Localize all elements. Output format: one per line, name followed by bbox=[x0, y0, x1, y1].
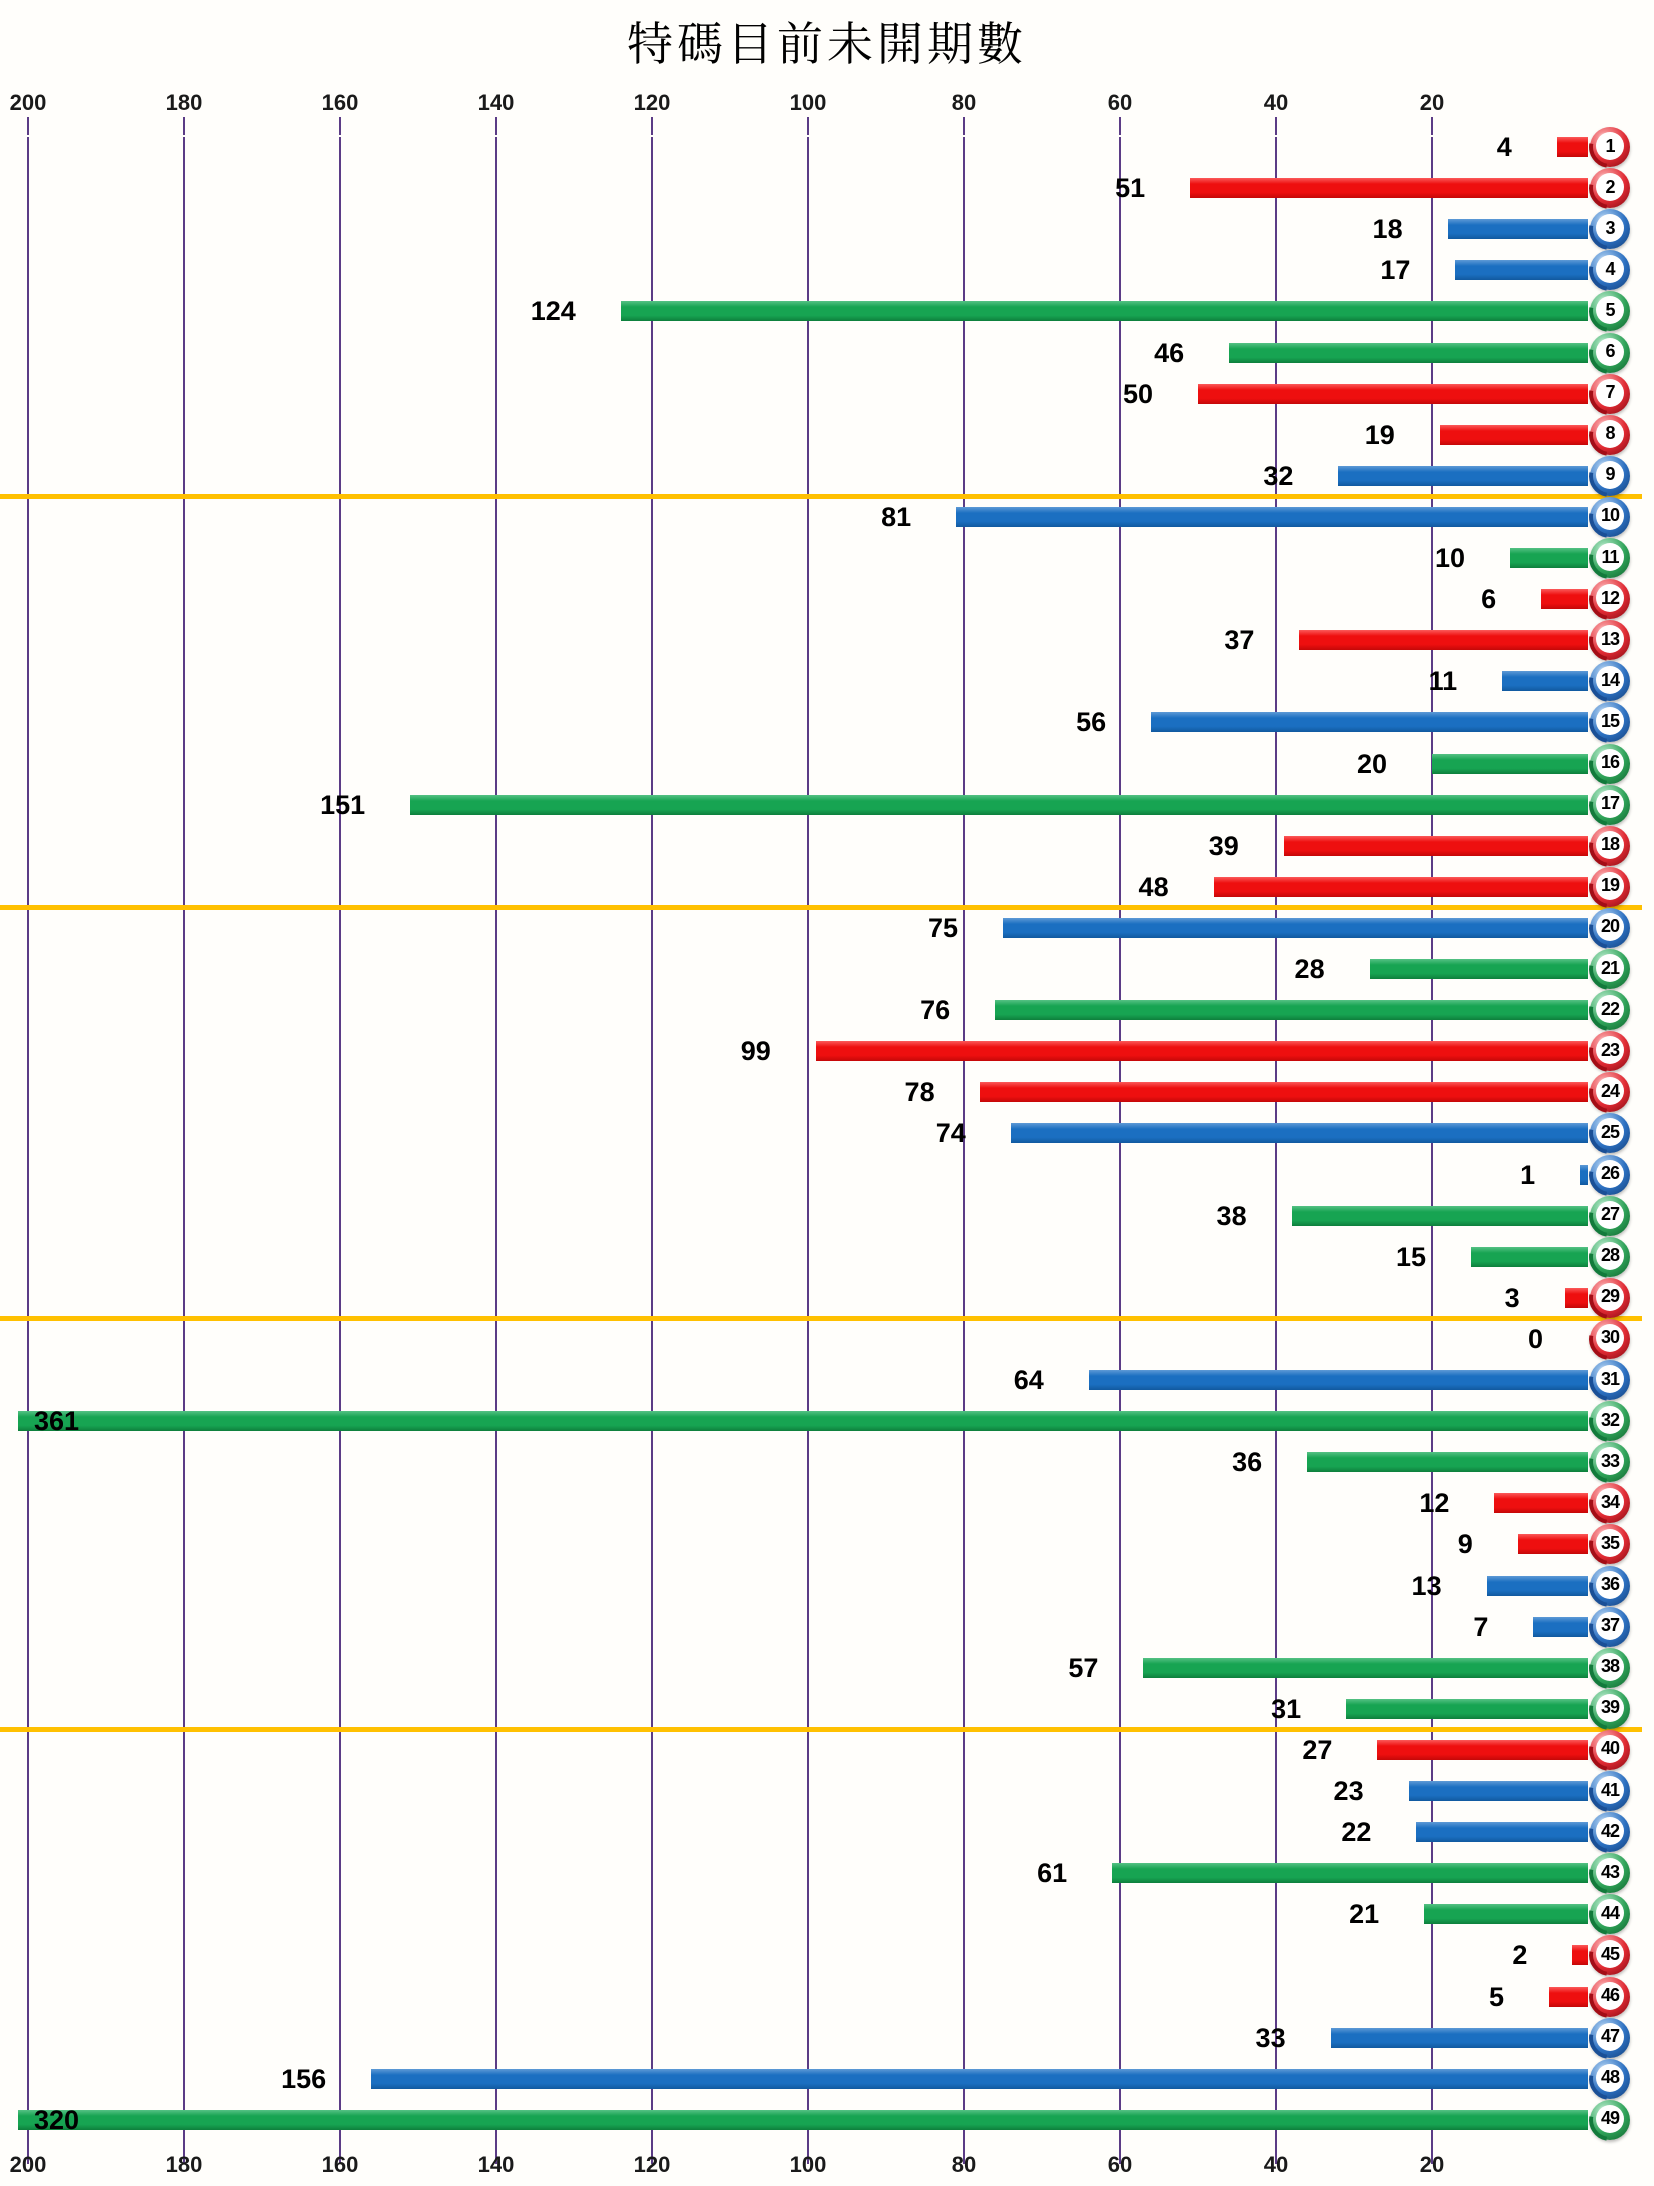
ball-number-7: 7 bbox=[1596, 379, 1624, 407]
tick-label-top-140: 140 bbox=[477, 90, 515, 115]
ball-48 bbox=[1590, 2059, 1630, 2099]
bar-value-16: 20 bbox=[1356, 748, 1387, 779]
bar-value-49: 320 bbox=[34, 2104, 80, 2135]
bar-2 bbox=[1190, 178, 1588, 198]
ball-14 bbox=[1590, 661, 1630, 701]
bar-value-1: 4 bbox=[1496, 132, 1512, 162]
tick-top-200 bbox=[27, 117, 29, 135]
bar-31 bbox=[1089, 1370, 1588, 1390]
ball-number-44: 44 bbox=[1596, 1899, 1624, 1927]
ball-2 bbox=[1590, 168, 1630, 208]
ball-number-20: 20 bbox=[1596, 913, 1624, 941]
tick-label-bottom-20: 20 bbox=[1419, 2152, 1445, 2177]
ball-number-14: 14 bbox=[1596, 666, 1624, 694]
bar-value-30: 0 bbox=[1527, 1323, 1543, 1354]
bar-45 bbox=[1572, 1945, 1588, 1965]
bar-value-27: 38 bbox=[1216, 1200, 1247, 1231]
bar-value-25: 74 bbox=[935, 1118, 966, 1149]
bar-value-43: 61 bbox=[1037, 1858, 1068, 1889]
bar-28 bbox=[1471, 1247, 1588, 1267]
bar-11 bbox=[1510, 548, 1588, 568]
bar-24 bbox=[980, 1082, 1588, 1102]
bar-value-10: 81 bbox=[881, 501, 912, 532]
ball-15 bbox=[1590, 702, 1630, 742]
ball-25 bbox=[1590, 1113, 1630, 1153]
bar-value-36: 13 bbox=[1411, 1570, 1442, 1601]
bar-value-32: 361 bbox=[34, 1406, 80, 1437]
bar-23 bbox=[816, 1041, 1588, 1061]
ball-46 bbox=[1590, 1977, 1630, 2017]
ball-30 bbox=[1590, 1319, 1630, 1359]
ball-number-39: 39 bbox=[1596, 1694, 1624, 1722]
ball-3 bbox=[1590, 209, 1630, 249]
bar-14 bbox=[1502, 671, 1588, 691]
ball-28 bbox=[1590, 1237, 1630, 1277]
bar-value-20: 75 bbox=[927, 912, 958, 943]
ball-number-43: 43 bbox=[1596, 1858, 1624, 1886]
ball-40 bbox=[1590, 1730, 1630, 1770]
ball-number-29: 29 bbox=[1596, 1283, 1624, 1311]
ball-19 bbox=[1590, 867, 1630, 907]
tick-label-bottom-100: 100 bbox=[789, 2152, 827, 2177]
bar-value-48: 156 bbox=[281, 2063, 327, 2094]
ball-number-3: 3 bbox=[1596, 214, 1624, 242]
bar-value-26: 1 bbox=[1520, 1159, 1536, 1190]
ball-number-23: 23 bbox=[1596, 1036, 1624, 1064]
bar-49 bbox=[18, 2110, 1588, 2130]
ball-number-16: 16 bbox=[1596, 749, 1624, 777]
bar-value-31: 64 bbox=[1013, 1365, 1044, 1395]
bar-44 bbox=[1424, 1904, 1588, 1924]
bar-value-4: 17 bbox=[1380, 255, 1411, 286]
tick-top-180 bbox=[183, 117, 185, 135]
tick-top-140 bbox=[495, 117, 497, 135]
ball-number-25: 25 bbox=[1596, 1118, 1624, 1146]
bar-8 bbox=[1440, 425, 1588, 445]
ball-number-5: 5 bbox=[1596, 296, 1624, 324]
ball-number-22: 22 bbox=[1596, 995, 1624, 1023]
bar-value-28: 15 bbox=[1395, 1241, 1426, 1272]
bar-6 bbox=[1229, 343, 1588, 363]
bar-46 bbox=[1549, 1987, 1588, 2007]
ball-number-21: 21 bbox=[1596, 954, 1624, 982]
ball-number-9: 9 bbox=[1596, 461, 1624, 489]
gridline-140 bbox=[495, 137, 497, 2146]
bar-27 bbox=[1292, 1206, 1588, 1226]
ball-23 bbox=[1590, 1031, 1630, 1071]
ball-number-17: 17 bbox=[1596, 790, 1624, 818]
bar-5 bbox=[621, 301, 1588, 321]
tick-label-top-200: 200 bbox=[9, 90, 47, 115]
gridline-120 bbox=[651, 137, 653, 2146]
tick-label-top-180: 180 bbox=[165, 90, 203, 115]
ball-37 bbox=[1590, 1607, 1630, 1647]
bar-value-37: 7 bbox=[1473, 1611, 1489, 1642]
ball-44 bbox=[1590, 1894, 1630, 1934]
tick-top-160 bbox=[339, 117, 341, 135]
ball-33 bbox=[1590, 1442, 1630, 1482]
ball-number-32: 32 bbox=[1596, 1406, 1624, 1434]
bar-32 bbox=[18, 1411, 1588, 1431]
bar-17 bbox=[410, 795, 1588, 815]
ball-38 bbox=[1590, 1648, 1630, 1688]
tick-label-bottom-140: 140 bbox=[477, 2152, 515, 2177]
ball-13 bbox=[1590, 620, 1630, 660]
tick-top-60 bbox=[1119, 117, 1121, 135]
ball-number-10: 10 bbox=[1596, 502, 1624, 530]
bar-value-47: 33 bbox=[1255, 2022, 1286, 2053]
ball-20 bbox=[1590, 908, 1630, 948]
ball-number-46: 46 bbox=[1596, 1982, 1624, 2010]
bar-21 bbox=[1370, 959, 1588, 979]
bar-13 bbox=[1299, 630, 1588, 650]
bar-7 bbox=[1198, 384, 1588, 404]
ball-number-35: 35 bbox=[1596, 1529, 1624, 1557]
ball-number-37: 37 bbox=[1596, 1612, 1624, 1640]
bar-value-38: 57 bbox=[1068, 1652, 1099, 1683]
bar-4 bbox=[1455, 260, 1588, 280]
bar-value-15: 56 bbox=[1076, 707, 1107, 738]
ball-number-27: 27 bbox=[1596, 1201, 1624, 1229]
ball-29 bbox=[1590, 1278, 1630, 1318]
ball-number-33: 33 bbox=[1596, 1447, 1624, 1475]
bar-48 bbox=[371, 2069, 1588, 2089]
bar-40 bbox=[1377, 1740, 1588, 1760]
ball-number-8: 8 bbox=[1596, 420, 1624, 448]
bar-43 bbox=[1112, 1863, 1588, 1883]
ball-6 bbox=[1590, 333, 1630, 373]
bar-39 bbox=[1346, 1699, 1588, 1719]
bar-25 bbox=[1011, 1123, 1588, 1143]
ball-27 bbox=[1590, 1196, 1630, 1236]
tick-label-bottom-80: 80 bbox=[951, 2152, 977, 2177]
ball-number-19: 19 bbox=[1596, 872, 1624, 900]
gridline-160 bbox=[339, 137, 341, 2146]
ball-number-18: 18 bbox=[1596, 831, 1624, 859]
tick-label-bottom-40: 40 bbox=[1263, 2152, 1289, 2177]
tick-label-top-120: 120 bbox=[633, 90, 671, 115]
ball-5 bbox=[1590, 291, 1630, 331]
ball-number-47: 47 bbox=[1596, 2023, 1624, 2051]
tick-label-bottom-180: 180 bbox=[165, 2152, 203, 2177]
bar-value-14: 11 bbox=[1428, 666, 1458, 697]
bar-36 bbox=[1487, 1576, 1588, 1596]
bar-20 bbox=[1003, 918, 1588, 938]
tick-label-bottom-120: 120 bbox=[633, 2152, 671, 2177]
ball-9 bbox=[1590, 456, 1630, 496]
bar-value-5: 124 bbox=[530, 296, 576, 327]
group-separator-after-39 bbox=[0, 1727, 1642, 1732]
bar-value-46: 5 bbox=[1488, 1981, 1504, 2012]
ball-number-42: 42 bbox=[1596, 1817, 1624, 1845]
bar-18 bbox=[1284, 836, 1588, 856]
ball-18 bbox=[1590, 826, 1630, 866]
bar-42 bbox=[1416, 1822, 1588, 1842]
ball-number-2: 2 bbox=[1596, 173, 1624, 201]
ball-31 bbox=[1590, 1360, 1630, 1400]
ball-26 bbox=[1590, 1155, 1630, 1195]
ball-32 bbox=[1590, 1401, 1630, 1441]
bar-15 bbox=[1151, 712, 1588, 732]
bar-value-34: 12 bbox=[1419, 1488, 1450, 1519]
bar-value-17: 151 bbox=[320, 789, 366, 820]
ball-21 bbox=[1590, 949, 1630, 989]
ball-45 bbox=[1590, 1935, 1630, 1975]
ball-39 bbox=[1590, 1689, 1630, 1729]
tick-top-40 bbox=[1275, 117, 1277, 135]
ball-43 bbox=[1590, 1853, 1630, 1893]
group-separator-after-9 bbox=[0, 494, 1642, 499]
ball-22 bbox=[1590, 990, 1630, 1030]
ball-number-13: 13 bbox=[1596, 625, 1624, 653]
tick-label-top-100: 100 bbox=[789, 90, 827, 115]
ball-number-48: 48 bbox=[1596, 2064, 1624, 2092]
bar-value-24: 78 bbox=[904, 1077, 935, 1108]
group-separator-after-29 bbox=[0, 1316, 1642, 1321]
bar-1 bbox=[1557, 137, 1588, 157]
ball-34 bbox=[1590, 1483, 1630, 1523]
tick-label-top-60: 60 bbox=[1107, 90, 1133, 115]
bar-value-21: 28 bbox=[1294, 954, 1325, 984]
ball-47 bbox=[1590, 2018, 1630, 2058]
bar-29 bbox=[1565, 1288, 1588, 1308]
tick-label-bottom-60: 60 bbox=[1107, 2152, 1133, 2177]
ball-number-15: 15 bbox=[1596, 707, 1624, 735]
ball-number-26: 26 bbox=[1596, 1160, 1624, 1188]
tick-label-top-160: 160 bbox=[321, 90, 359, 115]
bar-10 bbox=[956, 507, 1588, 527]
ball-42 bbox=[1590, 1812, 1630, 1852]
ball-number-4: 4 bbox=[1596, 255, 1624, 283]
tick-label-top-80: 80 bbox=[951, 90, 977, 115]
ball-number-40: 40 bbox=[1596, 1735, 1624, 1763]
ball-number-6: 6 bbox=[1596, 338, 1624, 366]
bar-value-35: 9 bbox=[1457, 1529, 1473, 1560]
bar-38 bbox=[1143, 1658, 1588, 1678]
ball-number-49: 49 bbox=[1596, 2105, 1624, 2133]
bar-value-41: 23 bbox=[1333, 1776, 1364, 1806]
bar-value-42: 22 bbox=[1341, 1817, 1372, 1848]
bar-33 bbox=[1307, 1452, 1588, 1472]
ball-10 bbox=[1590, 497, 1630, 537]
ball-number-34: 34 bbox=[1596, 1488, 1624, 1516]
bar-value-39: 31 bbox=[1271, 1693, 1302, 1724]
bar-value-44: 21 bbox=[1349, 1899, 1380, 1930]
bar-value-2: 51 bbox=[1115, 173, 1146, 204]
tick-top-80 bbox=[963, 117, 965, 135]
bar-value-22: 76 bbox=[920, 995, 951, 1026]
bar-47 bbox=[1331, 2028, 1588, 2048]
bar-value-12: 6 bbox=[1481, 584, 1497, 615]
tick-top-120 bbox=[651, 117, 653, 135]
bar-value-6: 46 bbox=[1154, 337, 1185, 368]
ball-8 bbox=[1590, 415, 1630, 455]
bar-12 bbox=[1541, 589, 1588, 609]
gridline-180 bbox=[183, 137, 185, 2146]
bar-value-13: 37 bbox=[1224, 625, 1255, 656]
ball-number-38: 38 bbox=[1596, 1653, 1624, 1681]
bar-26 bbox=[1580, 1165, 1588, 1185]
ball-36 bbox=[1590, 1566, 1630, 1606]
bar-9 bbox=[1338, 466, 1588, 486]
ball-number-12: 12 bbox=[1596, 584, 1624, 612]
bar-value-33: 36 bbox=[1232, 1447, 1263, 1478]
ball-number-41: 41 bbox=[1596, 1776, 1624, 1804]
group-separator-after-19 bbox=[0, 905, 1642, 910]
bar-16 bbox=[1432, 754, 1588, 774]
ball-41 bbox=[1590, 1771, 1630, 1811]
ball-number-1: 1 bbox=[1596, 132, 1624, 160]
ball-number-11: 11 bbox=[1596, 543, 1624, 571]
bar-value-29: 3 bbox=[1504, 1282, 1520, 1313]
gridline-200 bbox=[27, 137, 29, 2146]
bar-value-8: 19 bbox=[1364, 419, 1395, 450]
bar-3 bbox=[1448, 219, 1588, 239]
ball-1 bbox=[1590, 127, 1630, 167]
bar-value-40: 27 bbox=[1302, 1734, 1333, 1765]
ball-number-24: 24 bbox=[1596, 1077, 1624, 1105]
bar-value-9: 32 bbox=[1263, 460, 1294, 491]
tick-label-bottom-200: 200 bbox=[9, 2152, 47, 2177]
ball-24 bbox=[1590, 1072, 1630, 1112]
ball-49 bbox=[1590, 2100, 1630, 2140]
bar-value-23: 99 bbox=[740, 1036, 771, 1067]
ball-35 bbox=[1590, 1524, 1630, 1564]
ball-16 bbox=[1590, 744, 1630, 784]
bar-value-45: 2 bbox=[1512, 1940, 1528, 1971]
bar-value-18: 39 bbox=[1208, 830, 1239, 861]
bar-value-3: 18 bbox=[1372, 214, 1403, 245]
bar-value-19: 48 bbox=[1138, 871, 1169, 902]
tick-label-top-20: 20 bbox=[1419, 90, 1445, 115]
ball-number-30: 30 bbox=[1596, 1324, 1624, 1352]
ball-number-45: 45 bbox=[1596, 1940, 1624, 1968]
bar-35 bbox=[1518, 1534, 1588, 1554]
ball-7 bbox=[1590, 374, 1630, 414]
tick-label-top-40: 40 bbox=[1263, 90, 1289, 115]
ball-number-31: 31 bbox=[1596, 1365, 1624, 1393]
ball-number-36: 36 bbox=[1596, 1571, 1624, 1599]
chart-title: 特碼目前未開期數 bbox=[627, 17, 1027, 71]
ball-17 bbox=[1590, 785, 1630, 825]
ball-4 bbox=[1590, 250, 1630, 290]
tick-label-bottom-160: 160 bbox=[321, 2152, 359, 2177]
bar-37 bbox=[1533, 1617, 1588, 1637]
bar-22 bbox=[995, 1000, 1588, 1020]
bar-value-11: 10 bbox=[1434, 543, 1465, 573]
bar-34 bbox=[1494, 1493, 1588, 1513]
bar-41 bbox=[1409, 1781, 1588, 1801]
bar-value-7: 50 bbox=[1122, 378, 1153, 409]
ball-number-28: 28 bbox=[1596, 1242, 1624, 1270]
ball-12 bbox=[1590, 579, 1630, 619]
bar-19 bbox=[1214, 877, 1588, 897]
tick-top-100 bbox=[807, 117, 809, 135]
ball-11 bbox=[1590, 538, 1630, 578]
